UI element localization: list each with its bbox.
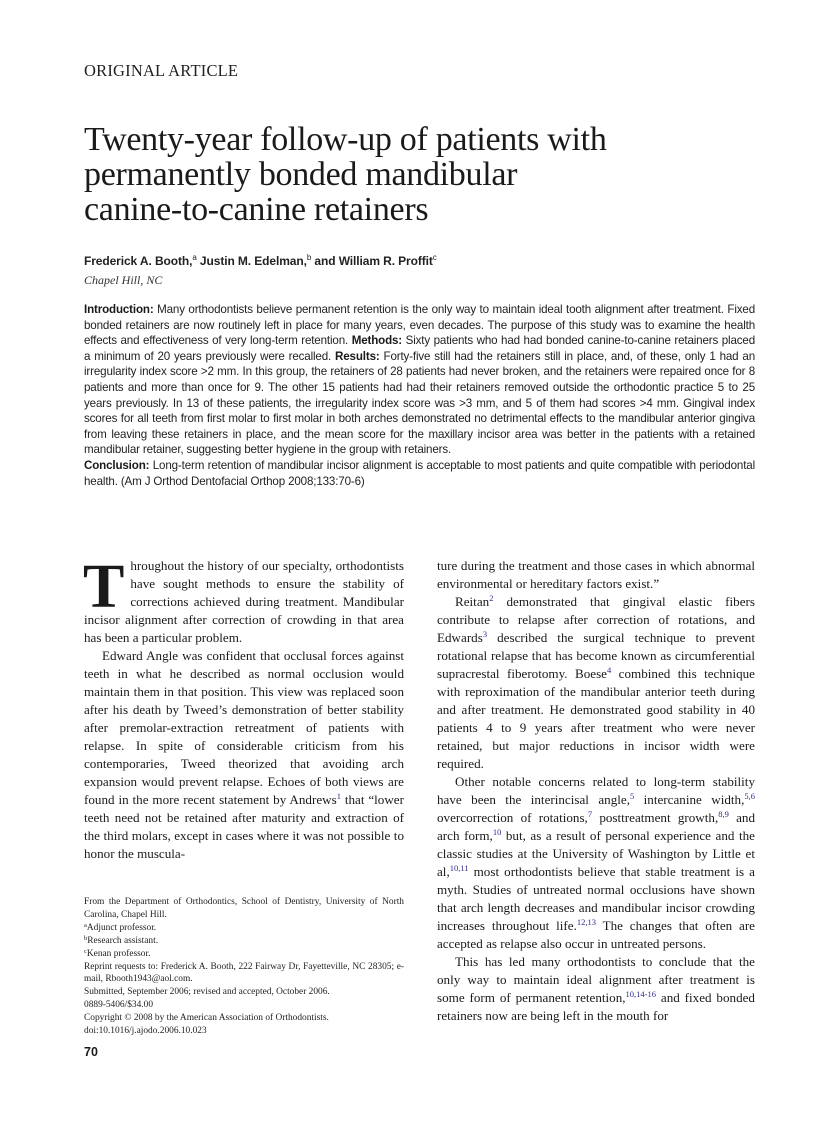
paragraph-text: described the surgical technique to prevent rotational relapse that has become known as circumferential supracrestal fiberotomy. Boese [437, 630, 755, 681]
paragraph-text: and arch form, [437, 810, 756, 843]
affiliation-mark: b [306, 253, 312, 262]
body-paragraph [83, 553, 404, 647]
paragraph-text: Other notable concerns related to long-term stability have been the interincisal angle, [437, 774, 755, 807]
abstract-methods-label: Methods: [351, 334, 403, 348]
reference-link[interactable]: 10,14-16 [625, 989, 657, 999]
paragraph-text: that “lower teeth need not be retained after maturity and extraction of the third molars, except in cases where it was not possible to honor the muscula- [84, 792, 404, 861]
paragraph-text: combined this technique with reproximation of the mandibular anterior teeth during and after treatment. He demonstrated good stability in 40 patients 4 to 9 years after treatment who were never retained, but major reductions in incisor width were required. [437, 666, 755, 771]
footnote-submitted: Submitted, September 2006; revised and accepted, October 2006. [84, 987, 330, 998]
abstract-conclusion-label: Conclusion: [84, 458, 150, 472]
paragraph-text: Reitan [455, 594, 490, 609]
footnote-mark: a [84, 921, 87, 929]
footnote-reprint: Reprint requests to: Frederick A. Booth, 222 Fairway Dr, Fayetteville, NC 28305; e-mail, Rbooth1943@aol.com. [84, 961, 404, 985]
reference-link[interactable]: 7 [587, 809, 593, 819]
affiliation-mark: a [192, 253, 197, 262]
footnote-copyright: Copyright © 2008 by the American Association of Orthodontists. [84, 1013, 329, 1024]
paragraph-text: The changes that often are accepted as relapse also occur in untreated persons. [437, 918, 755, 951]
author-list [84, 254, 437, 268]
body-paragraph [437, 593, 755, 773]
footnote-b [84, 935, 404, 948]
title-line: Twenty-year follow-up of patients with [84, 121, 607, 158]
paragraph-text: most orthodontists believe that stable treatment is a myth. Studies of untreated normal occlusions have shown that arch length decreases and mandibular incisor crowding increases throughout life. [437, 864, 755, 933]
body-paragraph [84, 647, 404, 863]
abstract-introduction-label: Introduction: [84, 303, 154, 316]
abstract-results-label: Results: [335, 349, 380, 363]
reference-link[interactable]: 5,6 [744, 791, 755, 801]
reference-link[interactable]: 8,9 [718, 809, 729, 819]
footnote-text: Adjunct professor. [86, 922, 157, 933]
footnote-text: Kenan professor. [86, 948, 151, 959]
footnote-issn: 0889-5406/$34.00 [84, 1000, 154, 1011]
reference-link[interactable]: 1 [336, 791, 341, 801]
paragraph-text: This has led many orthodontists to conclude that the only way to maintain ideal alignment after treatment is some form of permanent retention, [437, 954, 755, 1005]
footnote-mark: b [84, 934, 88, 942]
title-line: canine-to-canine retainers [84, 191, 429, 228]
abstract-conclusion-text: Long-term retention of mandibular incisor alignment is acceptable to most patients and quite compatible with periodontal health. (Am J Orthod Dentofacial Orthop 2008;133:70-6) [84, 458, 755, 488]
paragraph-text: but, as a result of personal experience and the classic studies at the University of Washington by Little et al, [437, 828, 755, 879]
reference-link[interactable]: 4 [607, 665, 612, 675]
abstract-methods-text: Sixty patients who had had bonded canine-to-canine retainers placed a minimum of 20 years previously were recalled. [84, 334, 756, 363]
reference-link[interactable]: 5 [629, 791, 635, 801]
reference-link[interactable]: 2 [489, 593, 494, 603]
article-title [84, 122, 724, 227]
abstract [84, 302, 755, 489]
body-paragraph [437, 773, 755, 953]
footnote-department: From the Department of Orthodontics, School of Dentistry, University of North Carolina, Chapel Hill. [84, 897, 404, 920]
author-name: Justin M. Edelman, [196, 254, 307, 268]
footnote-mark: c [84, 947, 87, 955]
author-location: Chapel Hill, NC [84, 273, 163, 287]
paragraph-text: and fixed bonded retainers now are being left in the mouth for [437, 990, 755, 1023]
author-name: Frederick A. Booth, [84, 254, 193, 268]
paragraph-text: intercanine width, [634, 792, 745, 807]
body-paragraph [437, 557, 755, 593]
reference-link[interactable]: 10,11 [449, 863, 469, 873]
page-number: 70 [84, 1045, 98, 1059]
footnote-a [84, 922, 404, 935]
drop-cap: T [83, 553, 125, 621]
paragraph-text: Edward Angle was confident that occlusal forces against teeth in what he described as normal occlusion would maintain them in that position. This view was replaced soon after his death by Tweed’s demonstration of better stability after premolar-extraction retreatment of patients with relapse. In spite of considerable criticism from his contemporaries, Tweed theorized that avoiding arch expansion would prevent relapse. Echoes of both views are found in the more recent statement by Andrews [84, 648, 404, 807]
paragraph-text: posttreatment growth, [592, 810, 719, 825]
reference-link[interactable]: 10 [492, 827, 502, 837]
author-name: and William R. Proffit [311, 254, 433, 268]
paragraph-text: hroughout the history of our specialty, orthodontists have sought methods to ensure the stability of corrections achieved during treatment. Mandibular incisor alignment after correction of crowding in that area has been a particular problem. [84, 558, 404, 645]
paragraph-text: ture during the treatment and those cases in which abnormal environmental or hereditary factors exist.” [437, 558, 755, 591]
paragraph-text: demonstrated that gingival elastic fibers contribute to relapse after correction of rotations, and Edwards [437, 594, 755, 645]
footnotes [84, 896, 404, 1038]
abstract-results-text: Forty-five still had the retainers still in place, and, of these, only 1 had an irregularity index score >2 mm. In this group, the retainers of 28 patients had never broken, and the retainers were repaired once for 8 patients and more than once for 9. The other 15 patients had had their retainers removed outside the orthodontic practice 5 to 25 years previously. In 13 of these patients, the irregularity index score was >3 mm, and 5 of them had scores >4 mm. Gingival index scores for all teeth from first molar to first molar in both arches demonstrated no detrimental effects to the mandibular anterior gingiva from leaving these retainers in place, and the mean score for the maxillary incisor area was better in the patients with a retained mandibular retainer, suggesting better hygiene in the group with retainers. [84, 349, 755, 457]
reference-link[interactable]: 12,13 [576, 917, 596, 927]
footnote-text: Research assistant. [87, 935, 159, 946]
footnote-doi[interactable]: doi:10.1016/j.ajodo.2006.10.023 [84, 1026, 207, 1037]
body-right-column [437, 557, 755, 1025]
title-line: permanently bonded mandibular [84, 156, 518, 193]
affiliation-mark: c [432, 253, 437, 262]
body-left-column [83, 553, 404, 863]
body-paragraph [437, 953, 755, 1025]
footnote-c [84, 948, 404, 961]
section-label: ORIGINAL ARTICLE [84, 61, 239, 80]
abstract-introduction-text: Many orthodontists believe permanent retention is the only way to maintain ideal tooth alignment after treatment. Fixed bonded retainers are now routinely left in place for many years, even decades. The purpose of this study was to examine the health effects and effectiveness of very long-term retention. [84, 303, 755, 348]
paragraph-text: overcorrection of rotations, [437, 810, 588, 825]
reference-link[interactable]: 3 [482, 629, 488, 639]
